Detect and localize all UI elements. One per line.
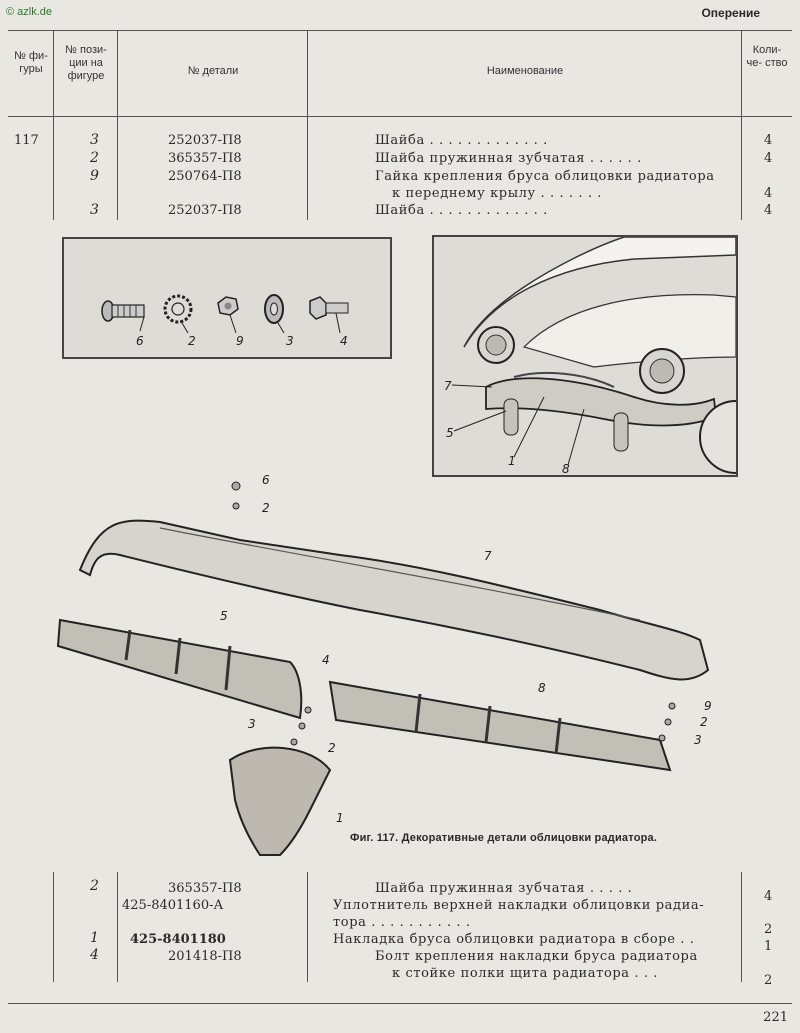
header-bottom-rule xyxy=(8,116,792,117)
col-divider xyxy=(117,30,118,220)
row-part: 365357-П8 xyxy=(168,881,242,896)
table-bottom-rule xyxy=(8,1003,792,1004)
row-part: 252037-П8 xyxy=(168,203,242,218)
row-pos: 4 xyxy=(90,947,99,963)
fastener-label: 4 xyxy=(340,334,348,348)
page-number: 221 xyxy=(763,1010,788,1025)
right-grille-trim xyxy=(330,682,670,770)
table-top-rule xyxy=(8,30,792,31)
car-front-inset xyxy=(432,235,738,477)
header-name: Наименование xyxy=(486,65,564,77)
row-name: Шайба пружинная зубчатая . . . . . . xyxy=(375,151,642,166)
col-divider xyxy=(53,30,54,220)
row-name-cont: тора . . . . . . . . . . . xyxy=(333,915,471,930)
row-qty: 4 xyxy=(764,186,773,201)
col-divider xyxy=(117,872,118,982)
row-pos: 3 xyxy=(90,132,99,148)
row-pos: 3 xyxy=(90,202,99,218)
row-qty: 4 xyxy=(764,203,773,218)
car-label: 8 xyxy=(562,462,570,475)
row-name: Шайба . . . . . . . . . . . . . xyxy=(375,133,548,148)
watermark: © azlk.de xyxy=(6,6,53,18)
row-qty: 1 xyxy=(764,939,773,954)
col-divider xyxy=(741,872,742,982)
bolt-icon xyxy=(310,297,348,319)
exploded-label: 4 xyxy=(322,653,330,667)
exploded-label: 2 xyxy=(328,741,336,755)
exploded-label: 1 xyxy=(336,811,344,825)
figure-caption: Фиг. 117. Декоративные детали облицовки радиатора. xyxy=(350,832,658,844)
row-qty: 2 xyxy=(764,973,773,988)
header-pos: № пози- ции на фигуре xyxy=(65,44,107,82)
header-fig: № фи- гуры xyxy=(14,50,48,75)
header-qty: Коли- че- ство xyxy=(746,44,788,69)
fastener-label: 3 xyxy=(286,334,294,348)
exploded-label: 2 xyxy=(262,501,270,515)
screw-icon xyxy=(102,301,144,321)
col-divider xyxy=(741,30,742,220)
fasteners-illustration xyxy=(64,239,390,357)
row-qty: 4 xyxy=(764,133,773,148)
col-divider xyxy=(307,872,308,982)
row-part: 252037-П8 xyxy=(168,133,242,148)
center-emblem-piece xyxy=(230,748,330,855)
fasteners-inset xyxy=(62,237,392,359)
exploded-view xyxy=(40,470,740,870)
car-label: 1 xyxy=(508,454,516,468)
exploded-label: 8 xyxy=(538,681,546,695)
row-name: Шайба . . . . . . . . . . . . . xyxy=(375,203,548,218)
exploded-label: 3 xyxy=(694,733,702,747)
fastener-label: 2 xyxy=(188,334,196,348)
row-name: Уплотнитель верхней накладки облицовки радиа- xyxy=(333,898,705,913)
section-title: Оперение xyxy=(701,6,760,20)
row-qty: 2 xyxy=(764,922,773,937)
exploded-label: 3 xyxy=(248,717,256,731)
left-grille-trim xyxy=(58,620,301,718)
figure-number: 117 xyxy=(14,133,39,148)
header-part: № детали xyxy=(187,65,239,77)
car-label: 5 xyxy=(446,426,454,440)
row-qty: 4 xyxy=(764,889,773,904)
toothed-washer-icon xyxy=(165,296,191,322)
flat-washer-icon xyxy=(265,295,283,323)
col-divider xyxy=(53,872,54,982)
row-part: 425-8401180 xyxy=(130,932,226,947)
exploded-label: 7 xyxy=(484,549,492,563)
exploded-label: 6 xyxy=(262,473,270,487)
col-divider xyxy=(307,30,308,220)
row-pos: 2 xyxy=(90,150,99,166)
row-part: 425-8401160-А xyxy=(122,898,224,913)
car-label: 7 xyxy=(444,379,452,393)
fastener-label: 9 xyxy=(236,334,244,348)
row-name-cont: к стойке полки щита радиатора . . . xyxy=(392,966,659,981)
exploded-label: 5 xyxy=(220,609,228,623)
row-name: Шайба пружинная зубчатая . . . . . xyxy=(375,881,633,896)
row-part: 365357-П8 xyxy=(168,151,242,166)
row-part: 250764-П8 xyxy=(168,169,242,184)
exploded-label: 2 xyxy=(700,715,708,729)
row-name: Болт крепления накладки бруса радиатора xyxy=(375,949,698,964)
row-pos: 1 xyxy=(90,930,99,946)
row-qty: 4 xyxy=(764,151,773,166)
row-pos: 2 xyxy=(90,878,99,894)
row-part: 201418-П8 xyxy=(168,949,242,964)
exploded-label: 9 xyxy=(704,699,712,713)
row-name: Гайка крепления бруса облицовки радиатора xyxy=(375,169,715,184)
row-pos: 9 xyxy=(90,168,99,184)
car-front-illustration xyxy=(434,237,736,475)
nut-icon xyxy=(218,297,238,315)
row-name: Накладка бруса облицовки радиатора в сборе . . xyxy=(333,932,695,947)
row-name-cont: к переднему крылу . . . . . . . xyxy=(392,186,603,201)
fastener-label: 6 xyxy=(136,334,144,348)
